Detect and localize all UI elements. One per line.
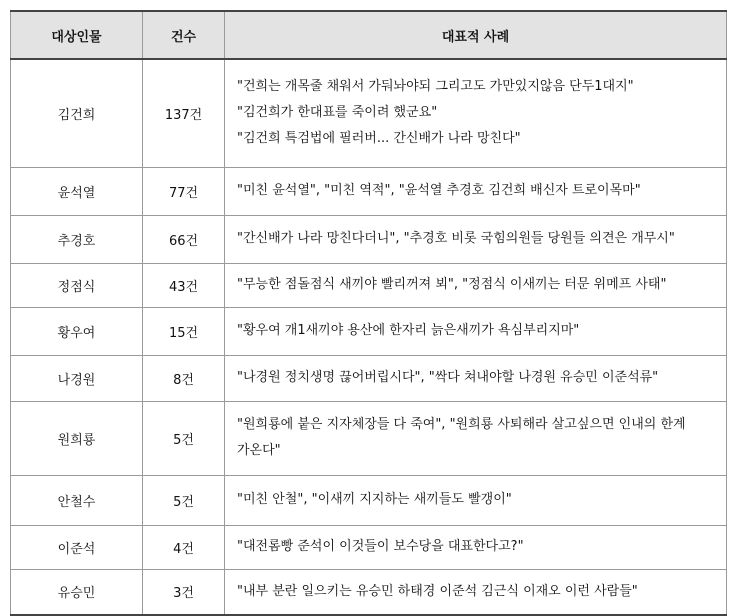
table-row [11,307,727,355]
example-quote: "나경원 정치생명 끊어버립시다", "싹다 쳐내야할 나경원 유승민 이준석류" [237,370,659,385]
example-cell [225,307,727,355]
table-row [11,401,727,475]
case-count: 8건 [143,355,225,401]
example-quote: "대전롬빵 준석이 이것들이 보수당을 대표한다고?" [237,539,524,554]
example-quote: "간신배가 나라 망친다더니", "추경호 비롯 국힘의원들 당원들 의견은 개무시" [237,231,675,246]
table-row [11,167,727,215]
person-name: 윤석열 [11,167,143,215]
example-cell [225,263,727,307]
person-name: 이준석 [11,525,143,569]
cases-table [10,10,727,616]
case-count: 15건 [143,307,225,355]
case-count: 5건 [143,475,225,525]
person-name: 나경원 [11,355,143,401]
example-cell [225,525,727,569]
case-count: 137건 [143,59,225,167]
case-count: 66건 [143,215,225,263]
case-count: 3건 [143,569,225,615]
example-cell [225,569,727,615]
example-quote: "미친 윤석열", "미친 역적", "윤석열 추경호 김건희 배신자 트로이목마" [237,183,641,198]
header-target-person: 대상인물 [11,11,143,59]
header-row [11,11,727,59]
example-quote: "원희룡에 붙은 지자체장들 다 죽여", "원희룡 사퇴해라 살고싶으면 인내의 한계 [237,417,686,432]
example-quote: "무능한 점돌점식 새끼야 빨리꺼져 뵈", "정점식 이새끼는 터문 위메프 사태" [237,277,667,292]
header-count: 건수 [143,11,225,59]
person-name: 황우여 [11,307,143,355]
example-cell [225,401,727,475]
person-name: 추경호 [11,215,143,263]
case-count: 43건 [143,263,225,307]
person-name: 유승민 [11,569,143,615]
person-name: 안철수 [11,475,143,525]
example-quote: "미친 안철", "이새끼 지지하는 새끼들도 빨갱이" [237,492,512,507]
case-count: 4건 [143,525,225,569]
person-name: 정점식 [11,263,143,307]
example-cell [225,475,727,525]
example-quote: "황우여 개1새끼야 용산에 한자리 늙은새끼가 욕심부리지마" [237,323,580,338]
table-row [11,569,727,615]
table-row [11,475,727,525]
table-row [11,355,727,401]
table-row [11,59,727,167]
table-row [11,525,727,569]
example-cell [225,355,727,401]
example-quote: "김건희가 한대표를 죽이려 했군요" [237,105,438,121]
example-cell [225,59,727,167]
example-quote: "내부 분란 일으키는 유승민 하태경 이준석 김근식 이재오 이런 사람들" [237,583,638,599]
person-name: 김건희 [11,59,143,167]
header-examples: 대표적 사례 [225,11,727,59]
table-row [11,215,727,263]
example-quote: "건희는 개목줄 채워서 가둬놔야되 그리고도 가만있지않음 단두1대지" [237,79,634,95]
example-cell [225,215,727,263]
table-row [11,263,727,307]
case-count: 5건 [143,401,225,475]
person-name: 원희룡 [11,401,143,475]
case-count: 77건 [143,167,225,215]
example-quote: "김건희 특검법에 필러버... 간신배가 나라 망친다" [237,131,521,147]
example-cell [225,167,727,215]
example-quote: 가온다" [237,443,281,458]
